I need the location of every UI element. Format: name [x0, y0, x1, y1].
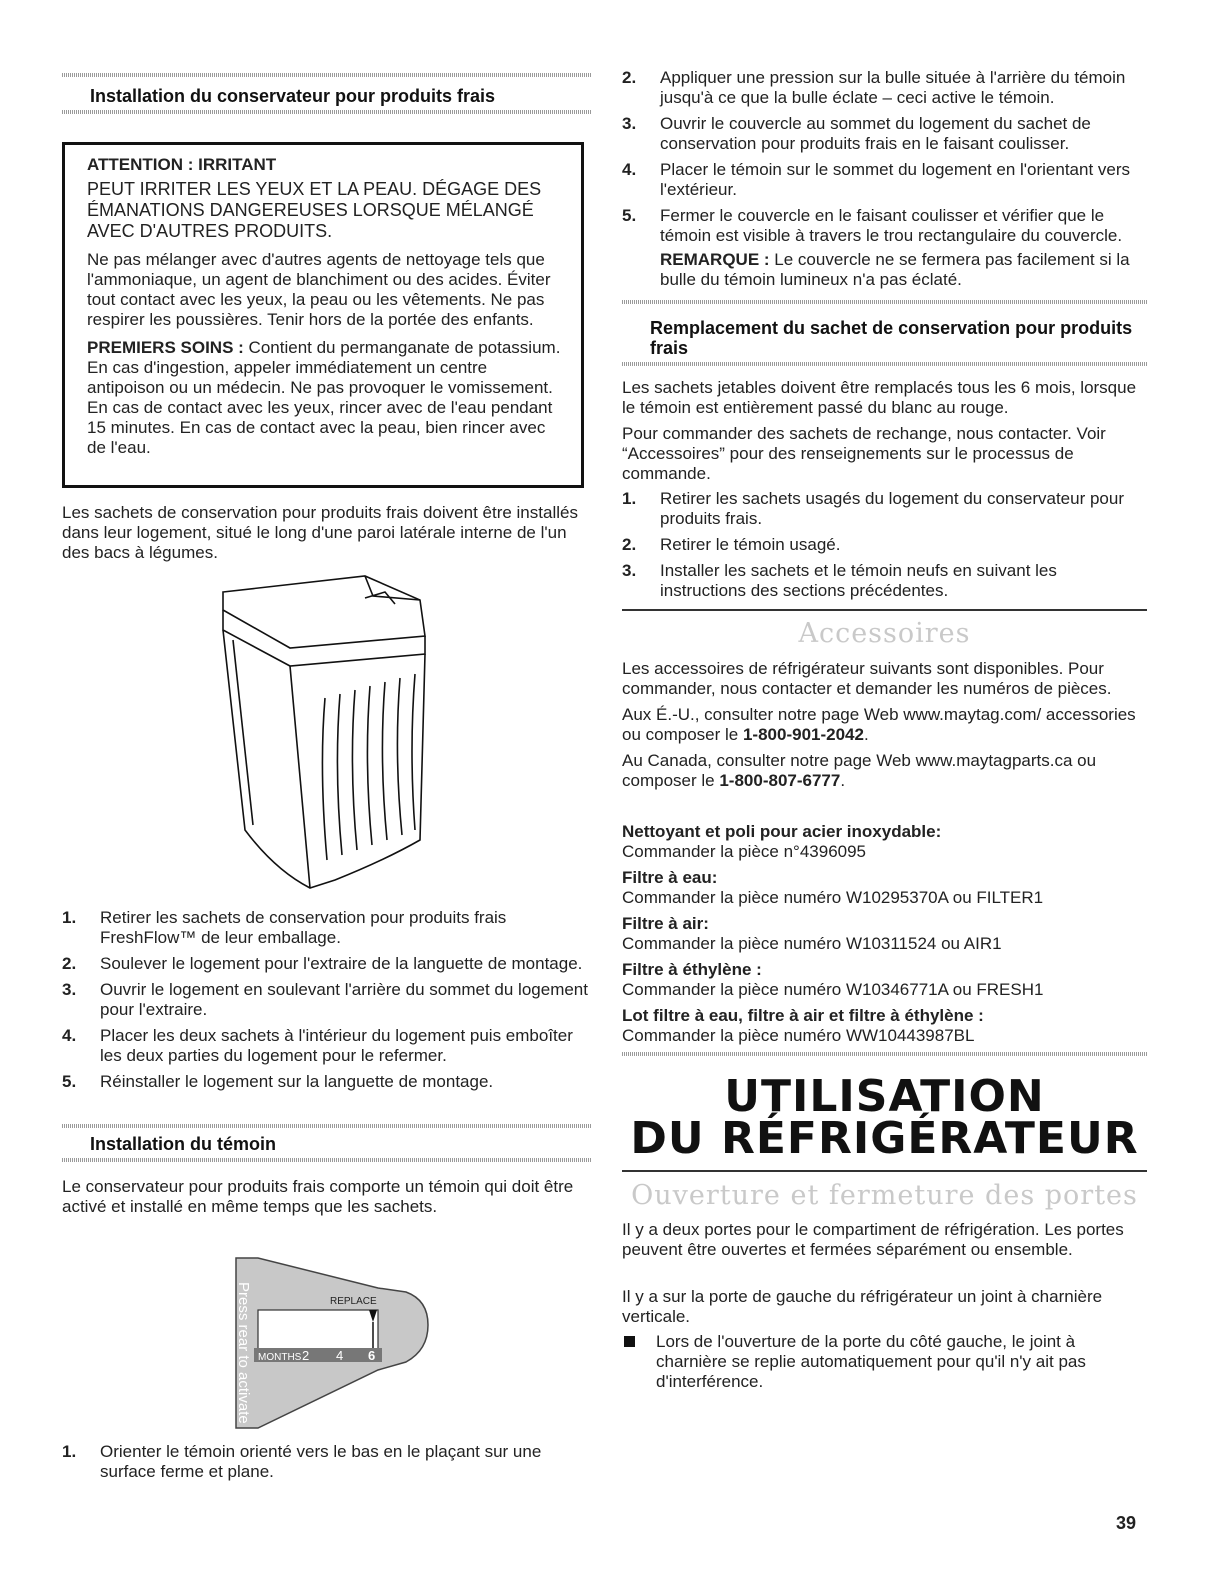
indicator-month-6: 6: [368, 1348, 376, 1363]
warning-title: ATTENTION : IRRITANT: [87, 155, 277, 174]
indicator-side-text: Press rear to activate: [235, 1282, 252, 1424]
list-item: 1. Orienter le témoin orienté vers le bas en le plaçant sur une surface ferme et plane.: [62, 1442, 542, 1481]
accessories-intro: Les accessoires de réfrigérateur suivants sont disponibles. Pour commander, nous contacter et demander les numéros de pièces.: [622, 659, 1112, 698]
indicator-steps-list: [62, 1442, 592, 1488]
remark-label: REMARQUE :: [660, 250, 770, 269]
warning-body: Ne pas mélanger avec d'autres agents de nettoyage tels que l'ammoniaque, un agent de blanchiment ou des acides. Éviter tout contact avec les yeux, la peau ou les vêtements. Ne pas respirer les poussières. Tenir hors de la portée des enfants.: [87, 250, 551, 329]
list-item: 5. Réinstaller le logement sur la languette de montage.: [62, 1072, 494, 1091]
replace-paragraph-2: Pour commander des sachets de rechange, nous contacter. Voir “Accessoires” pour des renseignements sur le processus de commande.: [622, 424, 1106, 483]
accessories-canada: Au Canada, consulter notre page Web www.maytagparts.ca ou composer le 1-800-807-6777.: [622, 751, 1097, 790]
part-text: Commander la pièce n°4396095: [622, 842, 867, 861]
indicator-steps-continued: [622, 68, 1147, 252]
section-divider: [622, 300, 1147, 304]
install-intro: Les sachets de conservation pour produits frais doivent être installés dans leur logement, situé le long d'une paroi latérale interne de l'un des bacs à légumes.: [62, 503, 578, 562]
section-title-installation: Installation du conservateur pour produits frais: [90, 86, 496, 106]
list-item: 3. Ouvrir le logement en soulevant l'arrière du sommet du logement pour l'extraire.: [62, 980, 588, 1019]
list-item: 4. Placer le témoin sur le sommet du logement en l'orientant vers l'extérieur.: [622, 160, 1131, 199]
part-label: Filtre à eau:: [622, 868, 718, 887]
part-label: Nettoyant et poli pour acier inoxydable:: [622, 822, 942, 841]
part-text: Commander la pièce numéro W10346771A ou FRESH1: [622, 980, 1044, 999]
part-text: Commander la pièce numéro W10311524 ou AIR1: [622, 934, 1002, 953]
bullet-square-icon: [624, 1336, 635, 1347]
section-rule: [622, 609, 1147, 611]
doors-bullet-list: [622, 1332, 1147, 1392]
part-label: Filtre à air:: [622, 914, 709, 933]
section-divider: [62, 73, 592, 77]
replace-paragraph-1: Les sachets jetables doivent être remplacés tous les 6 mois, lorsque le témoin est entièrement passé du blanc au rouge.: [622, 378, 1137, 417]
section-divider: [62, 110, 592, 114]
us-phone: 1-800-901-2042: [742, 725, 864, 744]
chapter-title-line-2: DU RÉFRIGÉRATEUR: [630, 1113, 1139, 1164]
section-divider: [62, 1158, 592, 1162]
first-aid-paragraph: [87, 338, 563, 458]
page-number: 39: [1116, 1513, 1137, 1533]
section-title-replacement: Remplacement du sachet de conservation pour produits frais: [650, 318, 1133, 358]
section-title-indicator: Installation du témoin: [90, 1134, 277, 1154]
doors-title: Ouverture et fermeture des portes: [631, 1180, 1138, 1211]
list-item: 3. Installer les sachets et le témoin neufs en suivant les instructions des sections précédentes.: [622, 561, 1057, 600]
list-item: Lors de l'ouverture de la porte du côté gauche, le joint à charnière se replie automatiquement pour qu'il n'y ait pas d'interférence.: [622, 1332, 1147, 1392]
indicator-month-4: 4: [336, 1348, 344, 1363]
list-item: 5. Fermer le couvercle en le faisant coulisser et vérifier que le témoin est visible à travers le trou rectangulaire du couvercle.: [622, 206, 1123, 245]
remark-text: Le couvercle ne se fermera pas facilement si la bulle du témoin lumineux n'a pas éclaté.: [660, 250, 1130, 289]
part-text: Commander la pièce numéro WW10443987BL: [622, 1026, 975, 1045]
section-rule: [622, 1170, 1147, 1172]
accessories-title: Accessoires: [798, 618, 971, 649]
list-item: 3. Ouvrir le couvercle au sommet du logement du sachet de conservation pour produits frais en le faisant coulisser.: [622, 114, 1091, 153]
doors-paragraph-2: Il y a sur la porte de gauche du réfrigérateur un joint à charnière verticale.: [622, 1287, 1103, 1326]
accessories-us: Aux É.-U., consulter notre page Web www.maytag.com/ accessories ou composer le 1-800-901-2042.: [622, 705, 1136, 744]
first-aid-label: PREMIERS SOINS :: [87, 338, 244, 357]
indicator-replace-label: REPLACE: [330, 1296, 377, 1307]
indicator-months-label: MONTHS: [258, 1352, 302, 1363]
remark-paragraph: [660, 250, 1147, 290]
indicator-month-2: 2: [302, 1348, 310, 1363]
warning-box: [62, 142, 584, 488]
parts-list: [622, 822, 1147, 1046]
list-item: 2. Soulever le logement pour l'extraire de la languette de montage.: [62, 954, 583, 973]
part-text: Commander la pièce numéro W10295370A ou FILTER1: [622, 888, 1044, 907]
indicator-illustration: [228, 1250, 438, 1435]
list-item: 2. Retirer le témoin usagé.: [622, 535, 841, 554]
freshflow-container-illustration: [215, 570, 445, 900]
first-aid-text: Contient du permanganate de potassium. En cas d'ingestion, appeler immédiatement un centre antipoison ou un médecin. Ne pas provoquer le vomissement. En cas de contact avec les yeux, rincer avec de l'eau pendant 15 minutes. En cas de contact avec la peau, bien rincer avec de l'eau.: [87, 338, 561, 457]
doors-paragraph-1: Il y a deux portes pour le compartiment de réfrigération. Les portes peuvent être ouvertes et fermées séparément ou ensemble.: [622, 1220, 1124, 1259]
part-label: Filtre à éthylène :: [622, 960, 762, 979]
warning-caps-text: PEUT IRRITER LES YEUX ET LA PEAU. DÉGAGE DES ÉMANATIONS DANGEREUSES LORSQUE MÉLANGÉ AVEC D'AUTRES PRODUITS.: [87, 179, 542, 241]
list-item: 1. Retirer les sachets de conservation pour produits frais FreshFlow™ de leur emballage.: [62, 908, 507, 947]
install-steps-list: [62, 908, 592, 1098]
list-item: 1. Retirer les sachets usagés du logement du conservateur pour produits frais.: [622, 489, 1124, 528]
canada-phone: 1-800-807-6777: [719, 771, 841, 790]
list-item: 2. Appliquer une pression sur la bulle située à l'arrière du témoin jusqu'à ce que la bulle éclate – ceci active le témoin.: [622, 68, 1126, 107]
section-divider: [622, 362, 1147, 366]
chapter-title-line-1: UTILISATION: [724, 1071, 1045, 1122]
section-divider: [622, 1052, 1147, 1056]
indicator-intro: Le conservateur pour produits frais comporte un témoin qui doit être activé et installé en même temps que les sachets.: [62, 1177, 574, 1216]
replace-steps-list: [622, 489, 1147, 607]
part-label: Lot filtre à eau, filtre à air et filtre à éthylène :: [622, 1006, 984, 1025]
list-item: 4. Placer les deux sachets à l'intérieur du logement puis emboîter les deux parties du logement pour le refermer.: [62, 1026, 573, 1065]
section-divider: [62, 1124, 592, 1128]
